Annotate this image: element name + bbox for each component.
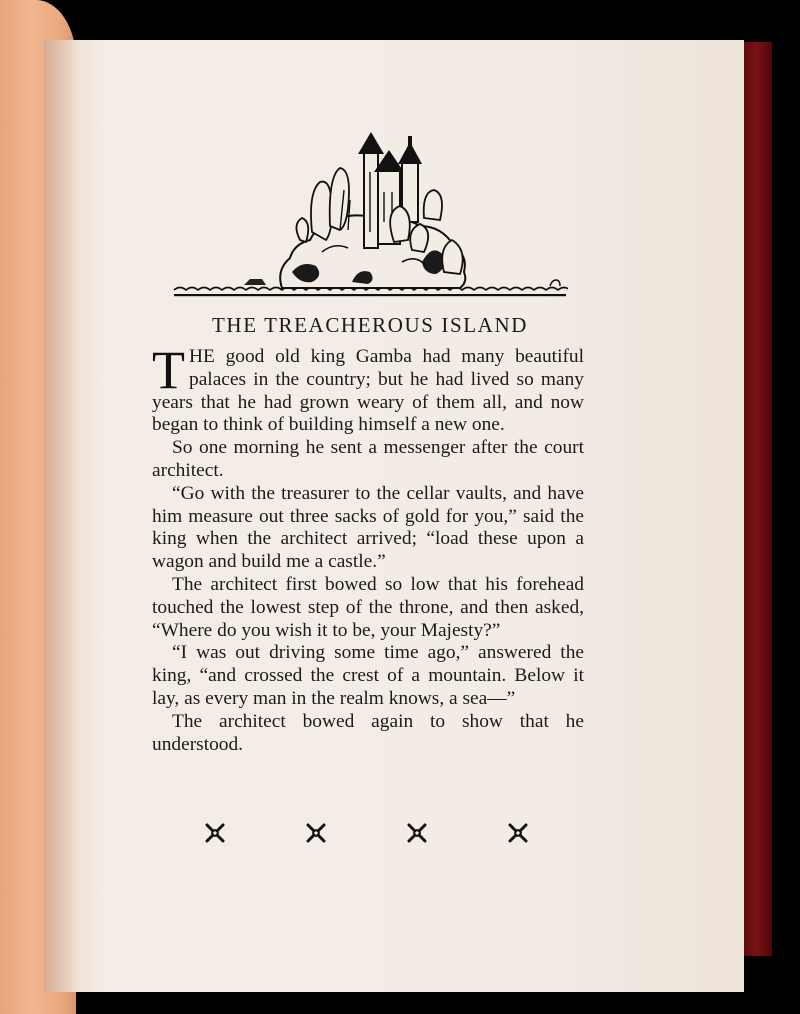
paragraph-2: So one morning he sent a messenger after the court architect. bbox=[152, 437, 584, 481]
paragraph-1-text: HE good old king Gamba had many beautiful palaces in the country; but he had lived so many years that he had grown weary of them all, and now began to think of building himself a new one. bbox=[152, 346, 584, 436]
castle-island-illustration bbox=[172, 122, 568, 302]
chapter-body bbox=[152, 340, 584, 756]
gutter-shadow bbox=[44, 40, 104, 992]
drop-cap: T bbox=[152, 340, 185, 400]
fleuron-icon bbox=[507, 822, 529, 844]
paragraph-3: “Go with the treasurer to the cellar vaults, and have him measure out three sacks of gold for you,” said the king when the architect arrived; “load these upon a wagon and build me a castle.” bbox=[152, 482, 584, 573]
paragraph-6: The architect bowed again to show that he understood. bbox=[152, 710, 584, 755]
fleuron-icon bbox=[305, 822, 327, 844]
section-ornaments bbox=[200, 822, 540, 846]
paragraph-4: The architect first bowed so low that his forehead touched the lowest step of the throne, and then asked, “Where do you wish it to be, your Majesty?” bbox=[152, 573, 584, 641]
paragraph-5: “I was out driving some time ago,” answered the king, “and crossed the crest of a mountain. Below it lay, as every man in the realm knows, a sea—” bbox=[152, 642, 584, 709]
book-spine bbox=[742, 42, 772, 956]
chapter-title: THE TREACHEROUS ISLAND bbox=[212, 313, 528, 337]
fleuron-icon bbox=[406, 822, 428, 844]
paragraph-1 bbox=[152, 340, 584, 437]
fleuron-icon bbox=[204, 822, 226, 844]
